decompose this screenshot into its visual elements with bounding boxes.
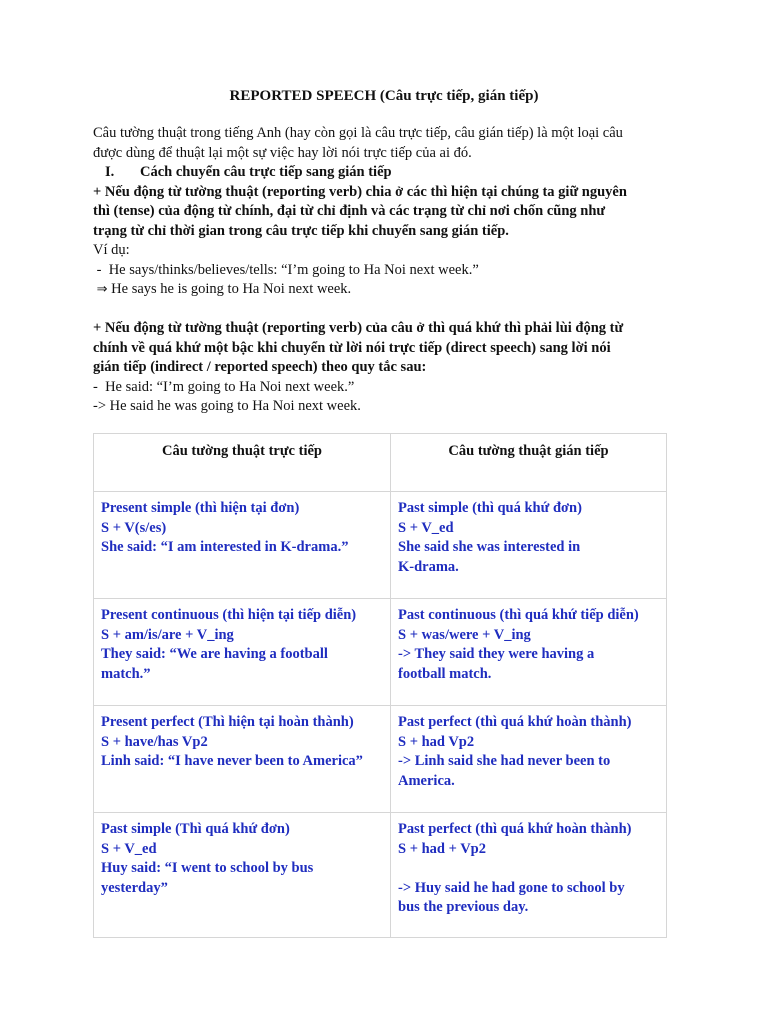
blank-line [398,859,659,879]
formula: S + have/has Vp2 [101,733,208,750]
example-direct: - He said: “I’m going to Ha Noi next week.” [93,378,355,395]
formula: S + V_ed [101,840,157,857]
example-indirect-line [93,280,683,300]
intro-line: được dùng để thuật lại một sự việc hay lời nói trực tiếp của ai đó. [93,144,472,161]
formula: S + am/is/are + V_ing [101,626,234,643]
rule-line: + Nếu động từ tường thuật (reporting verb) chia ở các thì hiện tại chúng ta giữ nguyên [93,183,627,200]
table-header-row [94,434,667,492]
table-row [94,706,667,813]
rule-line: thì (tense) của động từ chính, đại từ chỉ định và các trạng từ chỉ nơi chốn cũng như [93,203,606,219]
example-text: -> Huy said he had gone to school by [398,879,625,896]
rule-line: gián tiếp (indirect / reported speech) theo quy tắc sau: [93,359,427,375]
tense-name: Present perfect (Thì hiện tại hoàn thành) [101,714,354,730]
table-row [94,813,667,938]
column-header: Câu tường thuật trực tiếp [94,434,391,492]
table-row [94,492,667,599]
tense-name: Past simple (thì quá khứ đơn) [398,500,582,516]
formula: S + had Vp2 [398,733,475,750]
example-text: -> Linh said she had never been to [398,753,611,769]
body-text [93,124,683,417]
direct-cell [94,706,391,813]
example-text: Huy said: “I went to school by bus [101,860,314,876]
section-title: Cách chuyển câu trực tiếp sang gián tiếp [140,164,392,180]
example-text: match.” [101,665,151,682]
example-text: bus the previous day. [398,899,529,915]
example-direct: - He says/thinks/believes/tells: “I’m going to Ha Noi next week.” [93,261,479,278]
example-indirect: He says he is going to Ha Noi next week. [111,281,352,297]
intro-line: Câu tường thuật trong tiếng Anh (hay còn gọi là câu trực tiếp, câu gián tiếp) là một loại câu [93,125,623,141]
example-text: She said she was interested in [398,539,581,555]
tense-name: Past simple (Thì quá khứ đơn) [101,821,290,837]
tense-name: Past continuous (thì quá khứ tiếp diễn) [398,607,639,623]
conversion-table [93,433,667,938]
section-number: I. [105,164,115,180]
rule-line: trạng từ chỉ thời gian trong câu trực tiếp khi chuyển sang gián tiếp. [93,222,509,239]
column-header: Câu tường thuật gián tiếp [391,434,667,492]
tense-name: Present continuous (thì hiện tại tiếp diễn) [101,607,357,623]
tense-name: Present simple (thì hiện tại đơn) [101,500,300,516]
implies-arrow-icon: ⇒ [96,282,108,297]
example-text: football match. [398,665,492,682]
example-text: Linh said: “I have never been to America” [101,753,363,769]
example-indirect: -> He said he was going to Ha Noi next week. [93,398,361,414]
formula: S + was/were + V_ing [398,626,531,643]
example-text: America. [398,772,455,789]
example-text: yesterday” [101,879,168,896]
example-text: -> They said they were having a [398,646,595,662]
formula: S + V(s/es) [101,519,167,536]
tense-name: Past perfect (thì quá khứ hoàn thành) [398,714,632,730]
formula: S + had + Vp2 [398,840,486,857]
example-text: She said: “I am interested in K-drama.” [101,539,349,555]
direct-cell [94,813,391,938]
indirect-cell [391,706,667,813]
page-title: REPORTED SPEECH (Câu trực tiếp, gián tiếp) [229,88,539,104]
direct-cell [94,492,391,599]
indirect-cell [391,599,667,706]
direct-cell [94,599,391,706]
indirect-cell [391,492,667,599]
formula: S + V_ed [398,519,454,536]
example-label: Ví dụ: [93,242,130,258]
table-row [94,599,667,706]
example-text: They said: “We are having a football [101,646,328,662]
section-heading [93,163,683,183]
rule-line: chính về quá khứ một bậc khi chuyển từ lời nói trực tiếp (direct speech) sang lời nói [93,339,611,356]
tense-name: Past perfect (thì quá khứ hoàn thành) [398,821,632,837]
indirect-cell [391,813,667,938]
example-text: K-drama. [398,558,459,575]
rule-line: + Nếu động từ tường thuật (reporting verb) của câu ở thì quá khứ thì phải lùi động từ [93,320,624,336]
